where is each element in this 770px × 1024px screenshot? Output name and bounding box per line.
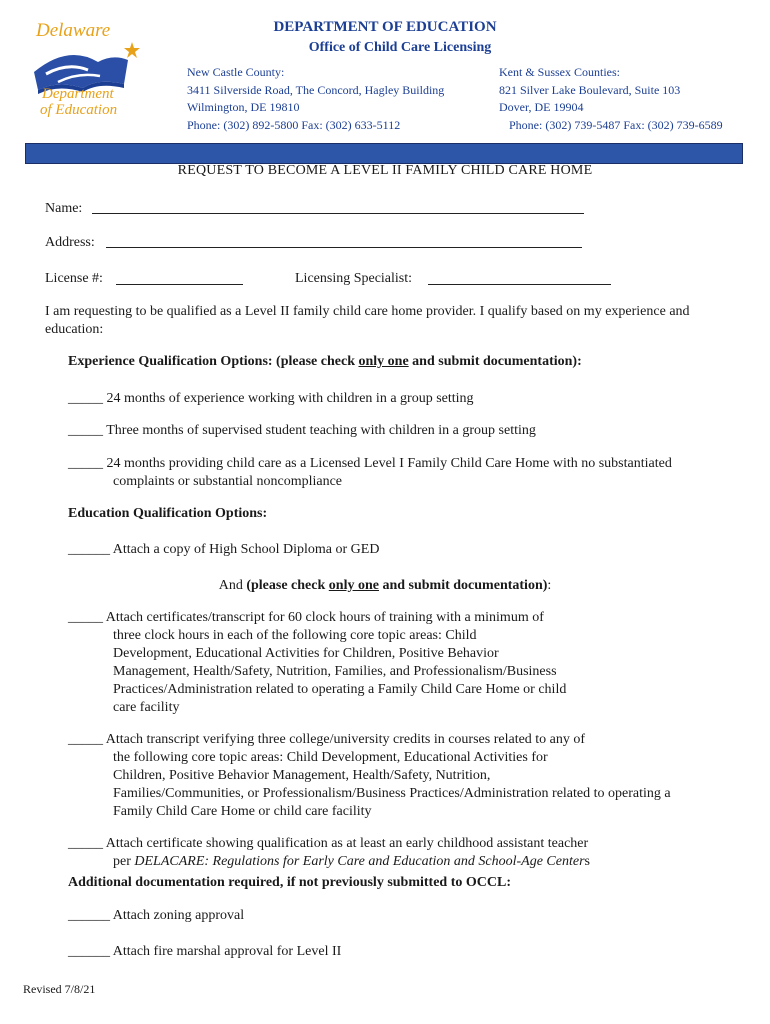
additional-heading: Additional documentation required, if not previously submitted to OCCL:: [68, 875, 511, 890]
experience-heading: Experience Qualification Options: (please check only one and submit documentation):: [68, 354, 582, 369]
assistant-teacher-detail: per DELACARE: Regulations for Early Care and Education and School-Age Centers: [113, 854, 590, 869]
experience-option-level-i-home[interactable]: _____ 24 months providing child care as a Licensed Level I Family Child Care Home with no substantiated: [68, 456, 672, 471]
logo-text-department: Department: [42, 86, 114, 102]
experience-option-cont: complaints or substantial noncompliance: [113, 474, 343, 489]
header-divider-band: [25, 143, 743, 164]
county-label: New Castle County:: [187, 65, 285, 79]
college-credits-detail: the following core topic areas: Child Development, Educational Activities for Children, Positive Behavior Management, Health/Safety, Nutrition, Families/Communities, or Professionalism/Business Practices/Administration related to operating a Family Child Care Home or child care facility: [113, 750, 671, 819]
city-address: Wilmington, DE 19810: [187, 100, 300, 114]
intro-paragraph: I am requesting to be qualified as a Level II family child care home provider. I qualify based on my experience and education:: [45, 304, 690, 337]
experience-option-student-teaching[interactable]: _____ Three months of supervised student teaching with children in a group setting: [68, 423, 536, 438]
county-label: Kent & Sussex Counties:: [499, 65, 621, 79]
department-title: DEPARTMENT OF EDUCATION: [273, 19, 497, 35]
specialist-label: Licensing Specialist:: [295, 271, 413, 286]
education-option-assistant-teacher[interactable]: _____ Attach certificate showing qualification as at least an early childhood assistant teacher: [68, 836, 589, 851]
experience-option-24-months[interactable]: _____ 24 months of experience working with children in a group setting: [68, 391, 474, 406]
license-label: License #:: [45, 271, 103, 286]
license-field[interactable]: [116, 284, 243, 285]
address-label: Address:: [45, 235, 95, 250]
phone-fax: Phone: (302) 739-5487 Fax: (302) 739-6589: [509, 117, 723, 132]
form-title: REQUEST TO BECOME A LEVEL II FAMILY CHILD CARE HOME: [177, 163, 593, 178]
street-address: 821 Silver Lake Boulevard, Suite 103: [499, 82, 681, 97]
logo-text-education: of Education: [40, 102, 118, 118]
office-subtitle: Office of Child Care Licensing: [308, 40, 492, 55]
phone-fax: Phone: (302) 892-5800 Fax: (302) 633-5112: [187, 117, 401, 132]
new-castle-address: [187, 64, 444, 134]
education-option-college-credits[interactable]: _____ Attach transcript verifying three college/university credits in courses related to any of: [68, 732, 586, 747]
revised-date: Revised 7/8/21: [23, 982, 96, 996]
kent-sussex-address: [499, 64, 723, 134]
additional-fire-marshal[interactable]: ______ Attach fire marshal approval for Level II: [68, 944, 342, 959]
education-heading: Education Qualification Options:: [68, 506, 268, 521]
clock-hours-detail: three clock hours in each of the following core topic areas: Child Development, Educational Activities for Children, Positive Behavior Management, Health/Safety, Nutrition, Families, and Professionalism/Business Practices/Administration related to operating a Family Child Care Home or child care facility: [113, 628, 567, 715]
city-address: Dover, DE 19904: [499, 100, 584, 114]
logo-text-delaware: Delaware: [36, 20, 111, 41]
street-address: 3411 Silverside Road, The Concord, Hagley Building: [187, 82, 445, 97]
address-field[interactable]: [106, 247, 582, 248]
education-option-diploma[interactable]: ______ Attach a copy of High School Diploma or GED: [68, 542, 380, 557]
education-option-clock-hours[interactable]: _____ Attach certificates/transcript for 60 clock hours of training with a minimum of: [68, 610, 544, 625]
and-instruction: And (please check only one and submit documentation):: [218, 578, 552, 593]
specialist-field[interactable]: [428, 284, 611, 285]
name-label: Name:: [45, 201, 83, 216]
name-field[interactable]: [92, 213, 584, 214]
additional-zoning[interactable]: ______ Attach zoning approval: [68, 908, 245, 923]
